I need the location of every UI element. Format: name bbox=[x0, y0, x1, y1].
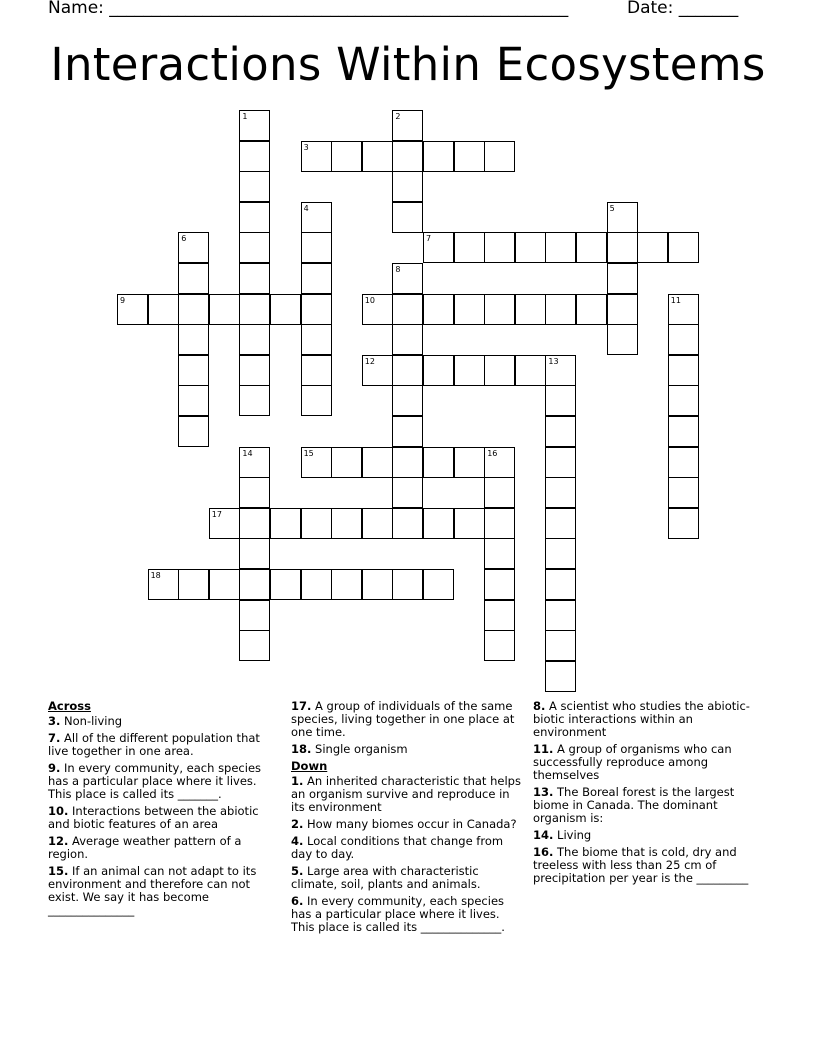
clue-text: Single organism bbox=[315, 742, 408, 756]
crossword-cell[interactable] bbox=[392, 110, 423, 141]
clue-text: In every community, each species has a particular place where it lives. This place is called its _______. bbox=[48, 761, 262, 801]
crossword-cell[interactable] bbox=[668, 416, 699, 447]
clue-text: Local conditions that change from day to day. bbox=[291, 834, 504, 861]
crossword-cell[interactable] bbox=[423, 232, 454, 263]
clue-across-9 bbox=[48, 762, 270, 801]
crossword-cell[interactable] bbox=[239, 232, 270, 263]
crossword-cell[interactable] bbox=[484, 447, 515, 478]
crossword-cell[interactable] bbox=[239, 538, 270, 569]
clue-down-5 bbox=[291, 865, 521, 891]
crossword-cell[interactable] bbox=[178, 416, 209, 447]
crossword-cell[interactable] bbox=[484, 232, 515, 263]
crossword-cell[interactable] bbox=[454, 141, 485, 172]
crossword-cell[interactable] bbox=[392, 171, 423, 202]
crossword-cell[interactable] bbox=[209, 294, 240, 325]
crossword-cell[interactable] bbox=[362, 355, 393, 386]
clue-across-10 bbox=[48, 805, 270, 831]
clue-number-label: 1 bbox=[242, 112, 248, 121]
clue-down-14 bbox=[533, 829, 765, 842]
clue-across-18 bbox=[291, 743, 521, 756]
crossword-cell[interactable] bbox=[392, 477, 423, 508]
clues-column-3 bbox=[533, 700, 765, 889]
clue-number-label: 18 bbox=[150, 571, 161, 580]
crossword-cell[interactable] bbox=[362, 294, 393, 325]
clue-text: The Boreal forest is the largest biome in Canada. The dominant organism is: bbox=[533, 785, 735, 825]
crossword-cell[interactable] bbox=[239, 600, 270, 631]
clue-text: How many biomes occur in Canada? bbox=[307, 817, 517, 831]
clue-text: A scientist who studies the abiotic-biotic interactions within an environment bbox=[533, 699, 750, 739]
crossword-cell[interactable] bbox=[392, 508, 423, 539]
crossword-cell[interactable] bbox=[239, 355, 270, 386]
crossword-cell[interactable] bbox=[392, 355, 423, 386]
crossword-cell[interactable] bbox=[668, 508, 699, 539]
crossword-cell[interactable] bbox=[239, 202, 270, 233]
crossword-cell[interactable] bbox=[484, 294, 515, 325]
clue-across-12 bbox=[48, 835, 270, 861]
clue-number: 4. bbox=[291, 834, 304, 848]
crossword-cell[interactable] bbox=[239, 569, 270, 600]
crossword-cell[interactable] bbox=[301, 294, 332, 325]
crossword-cell[interactable] bbox=[668, 355, 699, 386]
clue-number-label: 4 bbox=[303, 203, 309, 213]
crossword-cell[interactable] bbox=[423, 569, 454, 600]
crossword-cell[interactable] bbox=[331, 508, 362, 539]
clue-number: 3. bbox=[48, 714, 61, 728]
clue-number-label: 16 bbox=[487, 448, 498, 458]
crossword-cell[interactable] bbox=[545, 538, 576, 569]
clue-number: 17. bbox=[291, 699, 312, 713]
clue-number: 14. bbox=[533, 828, 554, 842]
clue-across-17 bbox=[291, 700, 521, 739]
crossword-cell[interactable] bbox=[484, 569, 515, 600]
clue-text: Non-living bbox=[64, 714, 123, 728]
crossword-cell[interactable] bbox=[545, 355, 576, 386]
crossword-cell[interactable] bbox=[423, 355, 454, 386]
crossword-cell[interactable] bbox=[239, 324, 270, 355]
clue-text: Living bbox=[557, 828, 592, 842]
clue-text: If an animal can not adapt to its environment and therefore can not exist. We say it has become _______________ bbox=[48, 864, 257, 917]
crossword-cell[interactable] bbox=[484, 508, 515, 539]
crossword-cell[interactable] bbox=[239, 141, 270, 172]
clue-down-13 bbox=[533, 786, 765, 825]
name-field-label[interactable]: Name: ______________________________________________________ bbox=[48, 0, 569, 18]
crossword-cell[interactable] bbox=[484, 600, 515, 631]
crossword-cell[interactable] bbox=[545, 416, 576, 447]
crossword-cell[interactable] bbox=[301, 232, 332, 263]
crossword-cell[interactable] bbox=[515, 355, 546, 386]
crossword-cell[interactable] bbox=[270, 294, 301, 325]
crossword-cell[interactable] bbox=[423, 447, 454, 478]
crossword-cell[interactable] bbox=[515, 294, 546, 325]
crossword-cell[interactable] bbox=[392, 294, 423, 325]
crossword-cell[interactable] bbox=[607, 202, 638, 233]
crossword-cell[interactable] bbox=[392, 202, 423, 233]
crossword-cell[interactable] bbox=[239, 171, 270, 202]
crossword-cell[interactable] bbox=[392, 263, 423, 294]
crossword-cell[interactable] bbox=[607, 263, 638, 294]
crossword-cell[interactable] bbox=[668, 385, 699, 416]
clue-number-label: 10 bbox=[364, 295, 375, 305]
clue-text: Large area with characteristic climate, soil, plants and animals. bbox=[291, 864, 481, 891]
clue-text: An inherited characteristic that helps an organism survive and reproduce in its environment bbox=[291, 774, 521, 814]
clue-text: Average weather pattern of a region. bbox=[48, 834, 242, 861]
clue-text: The biome that is cold, dry and treeless with less than 25 cm of precipitation per year is the _________ bbox=[533, 845, 749, 885]
clue-down-4 bbox=[291, 835, 521, 861]
clue-number-label: 17 bbox=[211, 509, 222, 519]
crossword-cell[interactable] bbox=[178, 569, 209, 600]
crossword-cell[interactable] bbox=[239, 385, 270, 416]
crossword-cell[interactable] bbox=[178, 232, 209, 263]
clue-text: Interactions between the abiotic and biotic features of an area bbox=[48, 804, 259, 831]
clue-number: 5. bbox=[291, 864, 304, 878]
crossword-cell[interactable] bbox=[423, 508, 454, 539]
clue-down-16 bbox=[533, 846, 765, 885]
clue-number-label: 15 bbox=[303, 448, 314, 458]
crossword-cell[interactable] bbox=[545, 294, 576, 325]
crossword-cell[interactable] bbox=[545, 661, 576, 692]
crossword-cell[interactable] bbox=[301, 569, 332, 600]
crossword-cell[interactable] bbox=[178, 294, 209, 325]
crossword-cell[interactable] bbox=[301, 263, 332, 294]
crossword-cell[interactable] bbox=[239, 630, 270, 661]
crossword-cell[interactable] bbox=[239, 477, 270, 508]
clue-down-11 bbox=[533, 743, 765, 782]
clue-text: A group of individuals of the same species, living together in one place at one time. bbox=[291, 699, 515, 739]
clue-number: 6. bbox=[291, 894, 304, 908]
crossword-cell[interactable] bbox=[392, 447, 423, 478]
crossword-cell[interactable] bbox=[545, 630, 576, 661]
crossword-cell[interactable] bbox=[668, 447, 699, 478]
crossword-cell[interactable] bbox=[484, 355, 515, 386]
clue-number: 16. bbox=[533, 845, 554, 859]
crossword-cell[interactable] bbox=[545, 447, 576, 478]
crossword-cell[interactable] bbox=[515, 232, 546, 263]
clue-number: 15. bbox=[48, 864, 69, 878]
clue-text: A group of organisms who can successfully reproduce among themselves bbox=[533, 742, 732, 782]
clue-number: 7. bbox=[48, 731, 61, 745]
crossword-cell[interactable] bbox=[576, 294, 607, 325]
clue-number: 11. bbox=[533, 742, 554, 756]
crossword-cell[interactable] bbox=[148, 294, 179, 325]
crossword-cell[interactable] bbox=[576, 232, 607, 263]
crossword-cell[interactable] bbox=[484, 141, 515, 172]
clue-number: 12. bbox=[48, 834, 69, 848]
crossword-cell[interactable] bbox=[301, 141, 332, 172]
crossword-cell[interactable] bbox=[454, 355, 485, 386]
crossword-cell[interactable] bbox=[239, 110, 270, 141]
clue-number-label: 9 bbox=[120, 295, 126, 305]
crossword-cell[interactable] bbox=[668, 324, 699, 355]
crossword-cell[interactable] bbox=[454, 232, 485, 263]
clues-column-1 bbox=[48, 700, 270, 921]
clue-number: 9. bbox=[48, 761, 61, 775]
crossword-cell[interactable] bbox=[178, 263, 209, 294]
crossword-cell[interactable] bbox=[545, 232, 576, 263]
crossword-cell[interactable] bbox=[392, 385, 423, 416]
crossword-cell[interactable] bbox=[392, 141, 423, 172]
clue-across-7 bbox=[48, 732, 270, 758]
across-heading: Across bbox=[48, 699, 91, 713]
crossword-cell[interactable] bbox=[362, 141, 393, 172]
header bbox=[48, 0, 748, 22]
crossword-cell[interactable] bbox=[301, 355, 332, 386]
crossword-cell[interactable] bbox=[331, 447, 362, 478]
clue-number-label: 5 bbox=[609, 203, 615, 213]
crossword-cell[interactable] bbox=[270, 508, 301, 539]
clue-text: All of the different population that live together in one area. bbox=[48, 731, 260, 758]
crossword-cell[interactable] bbox=[545, 600, 576, 631]
down-heading: Down bbox=[291, 759, 328, 773]
crossword-cell[interactable] bbox=[301, 385, 332, 416]
clue-number-label: 2 bbox=[395, 112, 401, 121]
crossword-cell[interactable] bbox=[239, 263, 270, 294]
clue-across-3 bbox=[48, 715, 270, 728]
clue-number-label: 6 bbox=[181, 234, 187, 244]
crossword-cell[interactable] bbox=[209, 508, 240, 539]
crossword-cell[interactable] bbox=[454, 447, 485, 478]
clue-number: 13. bbox=[533, 785, 554, 799]
clue-down-8 bbox=[533, 700, 765, 739]
crossword-cell[interactable] bbox=[239, 508, 270, 539]
crossword-cell[interactable] bbox=[423, 141, 454, 172]
crossword-cell[interactable] bbox=[484, 630, 515, 661]
crossword-cell[interactable] bbox=[637, 232, 668, 263]
crossword-cell[interactable] bbox=[331, 569, 362, 600]
crossword-cell[interactable] bbox=[607, 232, 638, 263]
clue-across-15 bbox=[48, 865, 270, 917]
clue-text: In every community, each species has a particular place where it lives. This place is called its ______________. bbox=[291, 894, 505, 934]
crossword-cell[interactable] bbox=[668, 232, 699, 263]
crossword-cell[interactable] bbox=[545, 385, 576, 416]
clue-number: 8. bbox=[533, 699, 546, 713]
crossword-cell[interactable] bbox=[423, 294, 454, 325]
crossword-cell[interactable] bbox=[148, 569, 179, 600]
crossword-cell[interactable] bbox=[545, 508, 576, 539]
crossword-cell[interactable] bbox=[301, 447, 332, 478]
crossword-cell[interactable] bbox=[668, 294, 699, 325]
crossword-cell[interactable] bbox=[301, 202, 332, 233]
clue-number: 1. bbox=[291, 774, 304, 788]
crossword-cell[interactable] bbox=[178, 355, 209, 386]
page-title: Interactions Within Ecosystems bbox=[50, 38, 766, 91]
crossword-cell[interactable] bbox=[331, 141, 362, 172]
crossword-cell[interactable] bbox=[545, 569, 576, 600]
crossword-cell[interactable] bbox=[239, 447, 270, 478]
crossword-cell[interactable] bbox=[668, 477, 699, 508]
crossword-cell[interactable] bbox=[607, 294, 638, 325]
crossword-cell[interactable] bbox=[392, 416, 423, 447]
clue-down-2 bbox=[291, 818, 521, 831]
crossword-cell[interactable] bbox=[239, 294, 270, 325]
crossword-cell[interactable] bbox=[484, 538, 515, 569]
crossword-cell[interactable] bbox=[178, 324, 209, 355]
crossword-cell[interactable] bbox=[545, 477, 576, 508]
clue-number: 2. bbox=[291, 817, 304, 831]
crossword-cell[interactable] bbox=[392, 569, 423, 600]
crossword-cell[interactable] bbox=[454, 294, 485, 325]
crossword-cell[interactable] bbox=[301, 508, 332, 539]
crossword-cell[interactable] bbox=[607, 324, 638, 355]
crossword-cell[interactable] bbox=[209, 569, 240, 600]
clue-number: 10. bbox=[48, 804, 69, 818]
clue-number: 18. bbox=[291, 742, 312, 756]
date-field-label[interactable]: Date: _______ bbox=[627, 0, 739, 18]
clue-down-1 bbox=[291, 775, 521, 814]
crossword-cell[interactable] bbox=[392, 324, 423, 355]
clue-number-label: 8 bbox=[395, 265, 401, 274]
crossword-cell[interactable] bbox=[454, 508, 485, 539]
clue-number-label: 14 bbox=[242, 448, 253, 458]
crossword-cell[interactable] bbox=[270, 569, 301, 600]
crossword-cell[interactable] bbox=[178, 385, 209, 416]
clue-number-label: 3 bbox=[303, 142, 309, 152]
clue-number-label: 12 bbox=[364, 356, 375, 366]
clue-number-label: 11 bbox=[670, 295, 681, 305]
clue-number-label: 7 bbox=[426, 234, 432, 244]
clues-column-2 bbox=[291, 700, 521, 938]
clue-down-6 bbox=[291, 895, 521, 934]
crossword-cell[interactable] bbox=[301, 324, 332, 355]
crossword-cell[interactable] bbox=[484, 477, 515, 508]
crossword-cell[interactable] bbox=[117, 294, 148, 325]
clue-number-label: 13 bbox=[548, 356, 559, 366]
crossword-cell[interactable] bbox=[362, 569, 393, 600]
crossword-cell[interactable] bbox=[362, 508, 393, 539]
crossword-cell[interactable] bbox=[362, 447, 393, 478]
